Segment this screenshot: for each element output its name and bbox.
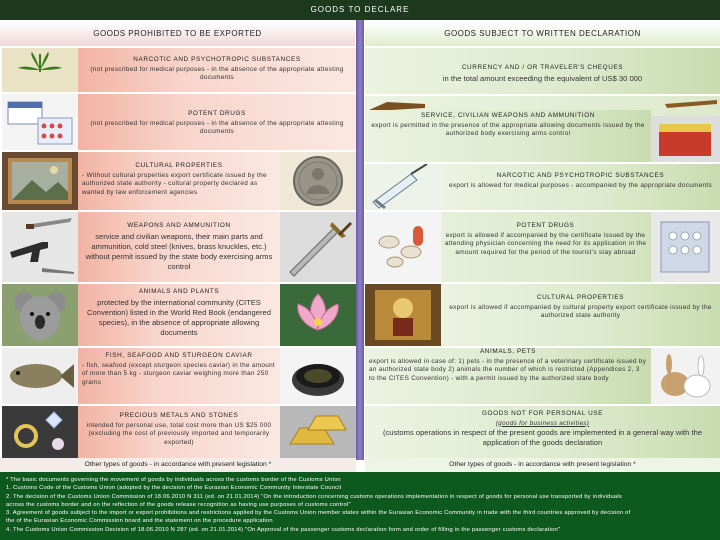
declare-business-goods [365, 406, 720, 458]
declare-animals-heading: ANIMALS, PETS [479, 348, 537, 355]
declare-narcotics-heading: NARCOTIC AND PSYCHOTROPIC SUBSTANCES [496, 172, 665, 179]
legal-documents-panel [0, 472, 720, 540]
legal-line: across the customs border and on the reflection of the goods release recognition as having use purposes of customs control" [6, 501, 351, 508]
coin-image [280, 152, 356, 210]
column-divider [356, 20, 364, 460]
legal-line: 3. Agreement of goods subject to the import or export prohibitions and restrictions applied by the Customs Union member states within the Eurasian Economic Community in trade with the third countries approved by decision of [6, 510, 631, 517]
prohibited-potent-drugs-heading: POTENT DRUGS [188, 110, 246, 117]
legal-line: 1. Customs Code of the Customs Union (adopted by the decision of the Eurasian Economic Community Interstate Council [6, 485, 342, 492]
fish-image [2, 348, 78, 404]
prohibited-cultural-properties [78, 152, 280, 210]
declare-animals-text: export is allowed in case of: 1) pets - in the presence of a veterinary certificate issued by an authorized state body 2) animals the number of which is restricted (Appendices 2, 3 to the CITES Convention) - with a permit issued by the authorized state body [369, 357, 647, 382]
jewelry-image [2, 406, 78, 458]
prohibited-weapons-text: service and civilian weapons, their main parts and ammunition, cold steel (knives, brass knuckles, etc.) without permit issued by the state body exercising arms control [85, 231, 273, 271]
rabbits-image [651, 348, 720, 404]
right-column-header: GOODS SUBJECT TO WRITTEN DECLARATION [365, 22, 720, 46]
declare-weapons-heading: SERVICE, CIVILIAN WEAPONS AND AMMUNITION [420, 112, 596, 119]
prohibited-potent-drugs-text: (not prescribed for medical purposes - in the absence of the appropriate attesting documents [90, 119, 344, 136]
declare-business-text: (customs operations in respect of the present goods are implemented in a general way with the application of the goods declaration [382, 428, 703, 448]
declare-animals-pets [365, 348, 651, 404]
ammunition-box-image [651, 116, 720, 162]
declare-narcotics-text: export is allowed for medical purposes - accompanied by the appropriate documents [448, 181, 712, 189]
prohibited-narcotics [78, 48, 356, 92]
pills-image [365, 212, 441, 282]
prohibited-cultural-text: - Without cultural properties export certificate issued by the authorized state authority - cultural property declared as wanted by law enforcement agencies [82, 171, 267, 196]
dagger-image [280, 212, 356, 282]
declare-weapons-text: export is permitted in the presence of the appropriate allowing documents issued by the authorized body exercising arms control [371, 121, 645, 138]
prohibited-fish-caviar [78, 348, 280, 404]
blister-pack-image [651, 212, 720, 282]
cannabis-leaf-image [2, 48, 78, 92]
caviar-tin-image [280, 348, 356, 404]
prohibited-precious-text: intended for personal use, total cost more than US $25 000 (excluding the cost of previously imported and temporarily exported) [86, 421, 272, 446]
pill-packs-image [2, 94, 78, 150]
declare-cultural-heading: CULTURAL PROPERTIES [536, 294, 625, 301]
declare-narcotics [441, 164, 720, 210]
declare-business-heading: GOODS NOT FOR PERSONAL USE [481, 410, 604, 417]
legal-line: the of the Eurasian Economic Commission board and the statement on the procedure application [6, 518, 273, 525]
page-title: GOODS TO DECLARE [0, 0, 720, 20]
prohibited-potent-drugs [78, 94, 356, 150]
prohibited-narcotics-heading: NARCOTIC AND PSYCHOTROPIC SUBSTANCES [133, 56, 301, 63]
declare-currency-text: in the total amount exceeding the equivalent of US$ 30 000 [442, 73, 643, 83]
lotus-flower-image [280, 284, 356, 346]
declare-potent-drugs-heading: POTENT DRUGS [516, 222, 575, 229]
prohibited-weapons-heading: WEAPONS AND AMMUNITION [127, 222, 231, 229]
prohibited-animals-text: protected by the international community (CITES Convention) listed in the World Red Book (endangered species), in the absence of appropriate allowing documents [87, 297, 271, 337]
declare-currency [365, 48, 720, 94]
declare-cultural-text: export is allowed if accompanied by cultural property export certificate issued by the authorized state authority [449, 303, 712, 320]
weapons-image [2, 212, 78, 282]
left-footer-note: Other types of goods - in accordance with present legislation * [0, 458, 356, 472]
declare-potent-drugs-text: export is allowed if accompanied by the certificate issued by the attending physician concerning the need for its application in the amount required for the period of the tourist's stay abroad [444, 231, 647, 256]
syringe-image [365, 164, 441, 210]
prohibited-fish-text: - fish, seafood (except sturgeon species caviar) in the amount of more than 5 kg - sturgeon caviar weighing more than 250 grams [82, 361, 276, 386]
legal-line: 2. The decision of the Customs Union Commission of 18.06.2010 N 311 (ed. on 21.01.2014) "On the introduction concerning customs operations implementation in respect of goods for personal use transported by individuals [6, 493, 622, 500]
icon-image [365, 284, 441, 346]
prohibited-narcotics-text: (not prescribed for medical purposes - in the absence of the appropriate attesting documents [90, 65, 344, 82]
prohibited-fish-heading: FISH, SEAFOOD AND STURGEON CAVIAR [105, 352, 253, 359]
prohibited-precious-metals [78, 406, 280, 458]
right-footer-note: Other types of goods - in accordance with present legislation * [365, 458, 720, 472]
legal-line: 4. The Customs Union Commission Decision of 18.06.2010 N 287 (ed. on 21.01.2014) "On Approval of the passenger customs declaration form and order of filling in the passenger customs declaration" [6, 526, 561, 533]
legal-line: * The basic documents governing the movement of goods by individuals across the customs border of the Customs Union [6, 477, 341, 483]
declare-weapons [365, 110, 651, 162]
declare-cultural-properties [441, 284, 720, 346]
declare-currency-heading: CURRENCY AND / OR TRAVELER'S CHEQUES [461, 64, 624, 71]
left-column-header: GOODS PROHIBITED TO BE EXPORTED [0, 22, 355, 46]
painting-image [2, 152, 78, 210]
koala-image [2, 284, 78, 346]
prohibited-cultural-heading: CULTURAL PROPERTIES [135, 162, 223, 169]
prohibited-weapons [78, 212, 280, 282]
prohibited-animals-heading: ANIMALS AND PLANTS [138, 288, 220, 295]
prohibited-precious-heading: PRECIOUS METALS AND STONES [119, 412, 239, 419]
gold-bars-image [280, 406, 356, 458]
prohibited-animals-plants [78, 284, 280, 346]
declare-business-subheading: (goods for business activities) [495, 419, 590, 427]
